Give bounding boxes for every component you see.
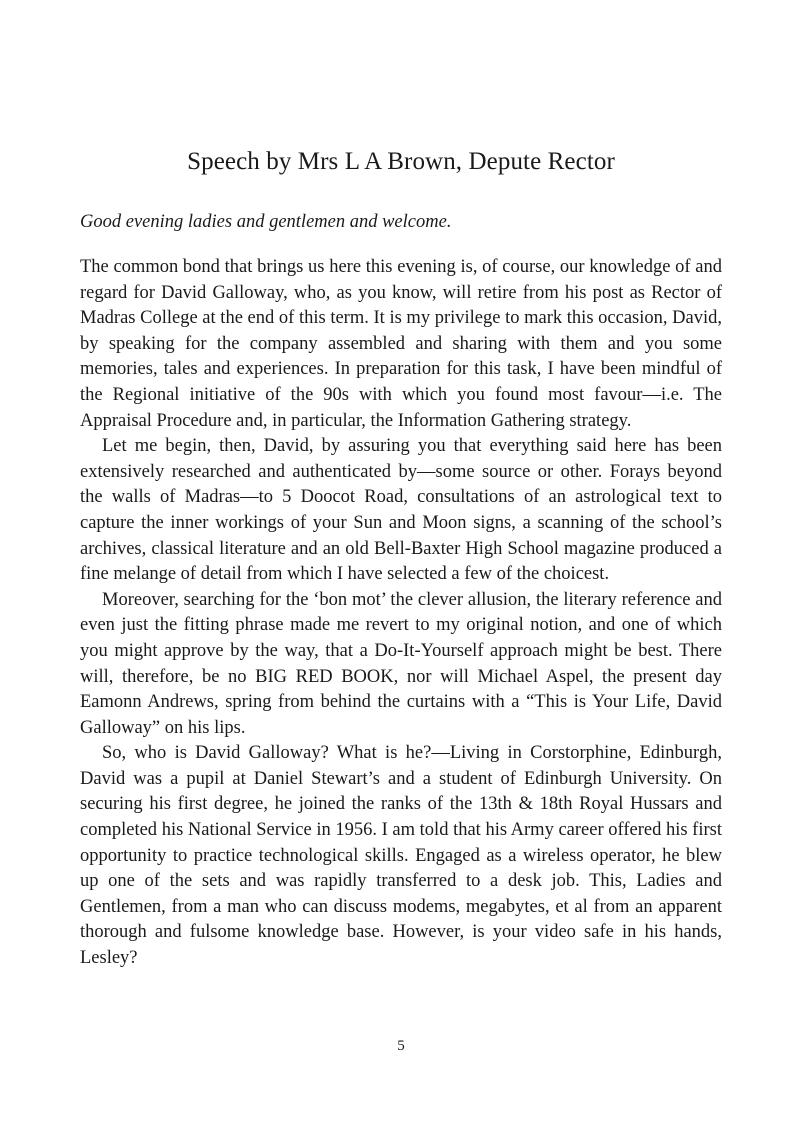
paragraph: The common bond that brings us here this evening is, of course, our knowledge of and regard for David Galloway, who, as you know, will retire from his post as Rector of Madras College at the end of this term. It is my privilege to mark this occasion, David, by speaking for the company assembled and sharing with them and you some memories, tales and experiences. In preparation for this task, I have been mindful of the Regional initiative of the 90s with which you found most favour—i.e. The Appraisal Procedure and, in particular, the Information Gathering strategy. — [80, 257, 722, 431]
document-page — [80, 0, 722, 1133]
paragraph: So, who is David Galloway? What is he?—Living in Corstorphine, Edinburgh, David was a pupil at Daniel Stewart’s and a student of Edinburgh University. On securing his first degree, he joined the ranks of the 13th & 18th Royal Hussars and completed his National Service in 1956. I am told that his Army career offered his first opportunity to practice technological skills. Engaged as a wireless operator, he blew up one of the sets and was rapidly transferred to a desk job. This, Ladies and Gentlemen, from a man who can discuss modems, megabytes, et al from an apparent thorough and fulsome knowledge base. However, is your video safe in his hands, Lesley? — [80, 743, 722, 969]
paragraph: Moreover, searching for the ‘bon mot’ the clever allusion, the literary reference and even just the fitting phrase made me revert to my original notion, and one of which you might approve by the way, that a Do-It-Yourself approach might be best. There will, therefore, be no BIG RED BOOK, nor will Michael Aspel, the present day Eamonn Andrews, spring from behind the curtains with a “This is Your Life, David Galloway” on his lips. — [80, 589, 722, 738]
speech-body — [80, 255, 722, 972]
page-number: 5 — [397, 1038, 405, 1054]
paragraph: Let me begin, then, David, by assuring you that everything said here has been extensively researched and authenticated by—some source or other. Forays beyond the walls of Madras—to 5 Doocot Road, consultations of an astrological text to capture the inner workings of your Sun and Moon signs, a scanning of the school’s archives, classical literature and an old Bell-Baxter High School magazine produced a fine melange of detail from which I have selected a few of the choicest. — [80, 436, 722, 585]
greeting-line: Good evening ladies and gentlemen and welcome. — [80, 212, 452, 232]
page-title: Speech by Mrs L A Brown, Depute Rector — [187, 148, 615, 175]
